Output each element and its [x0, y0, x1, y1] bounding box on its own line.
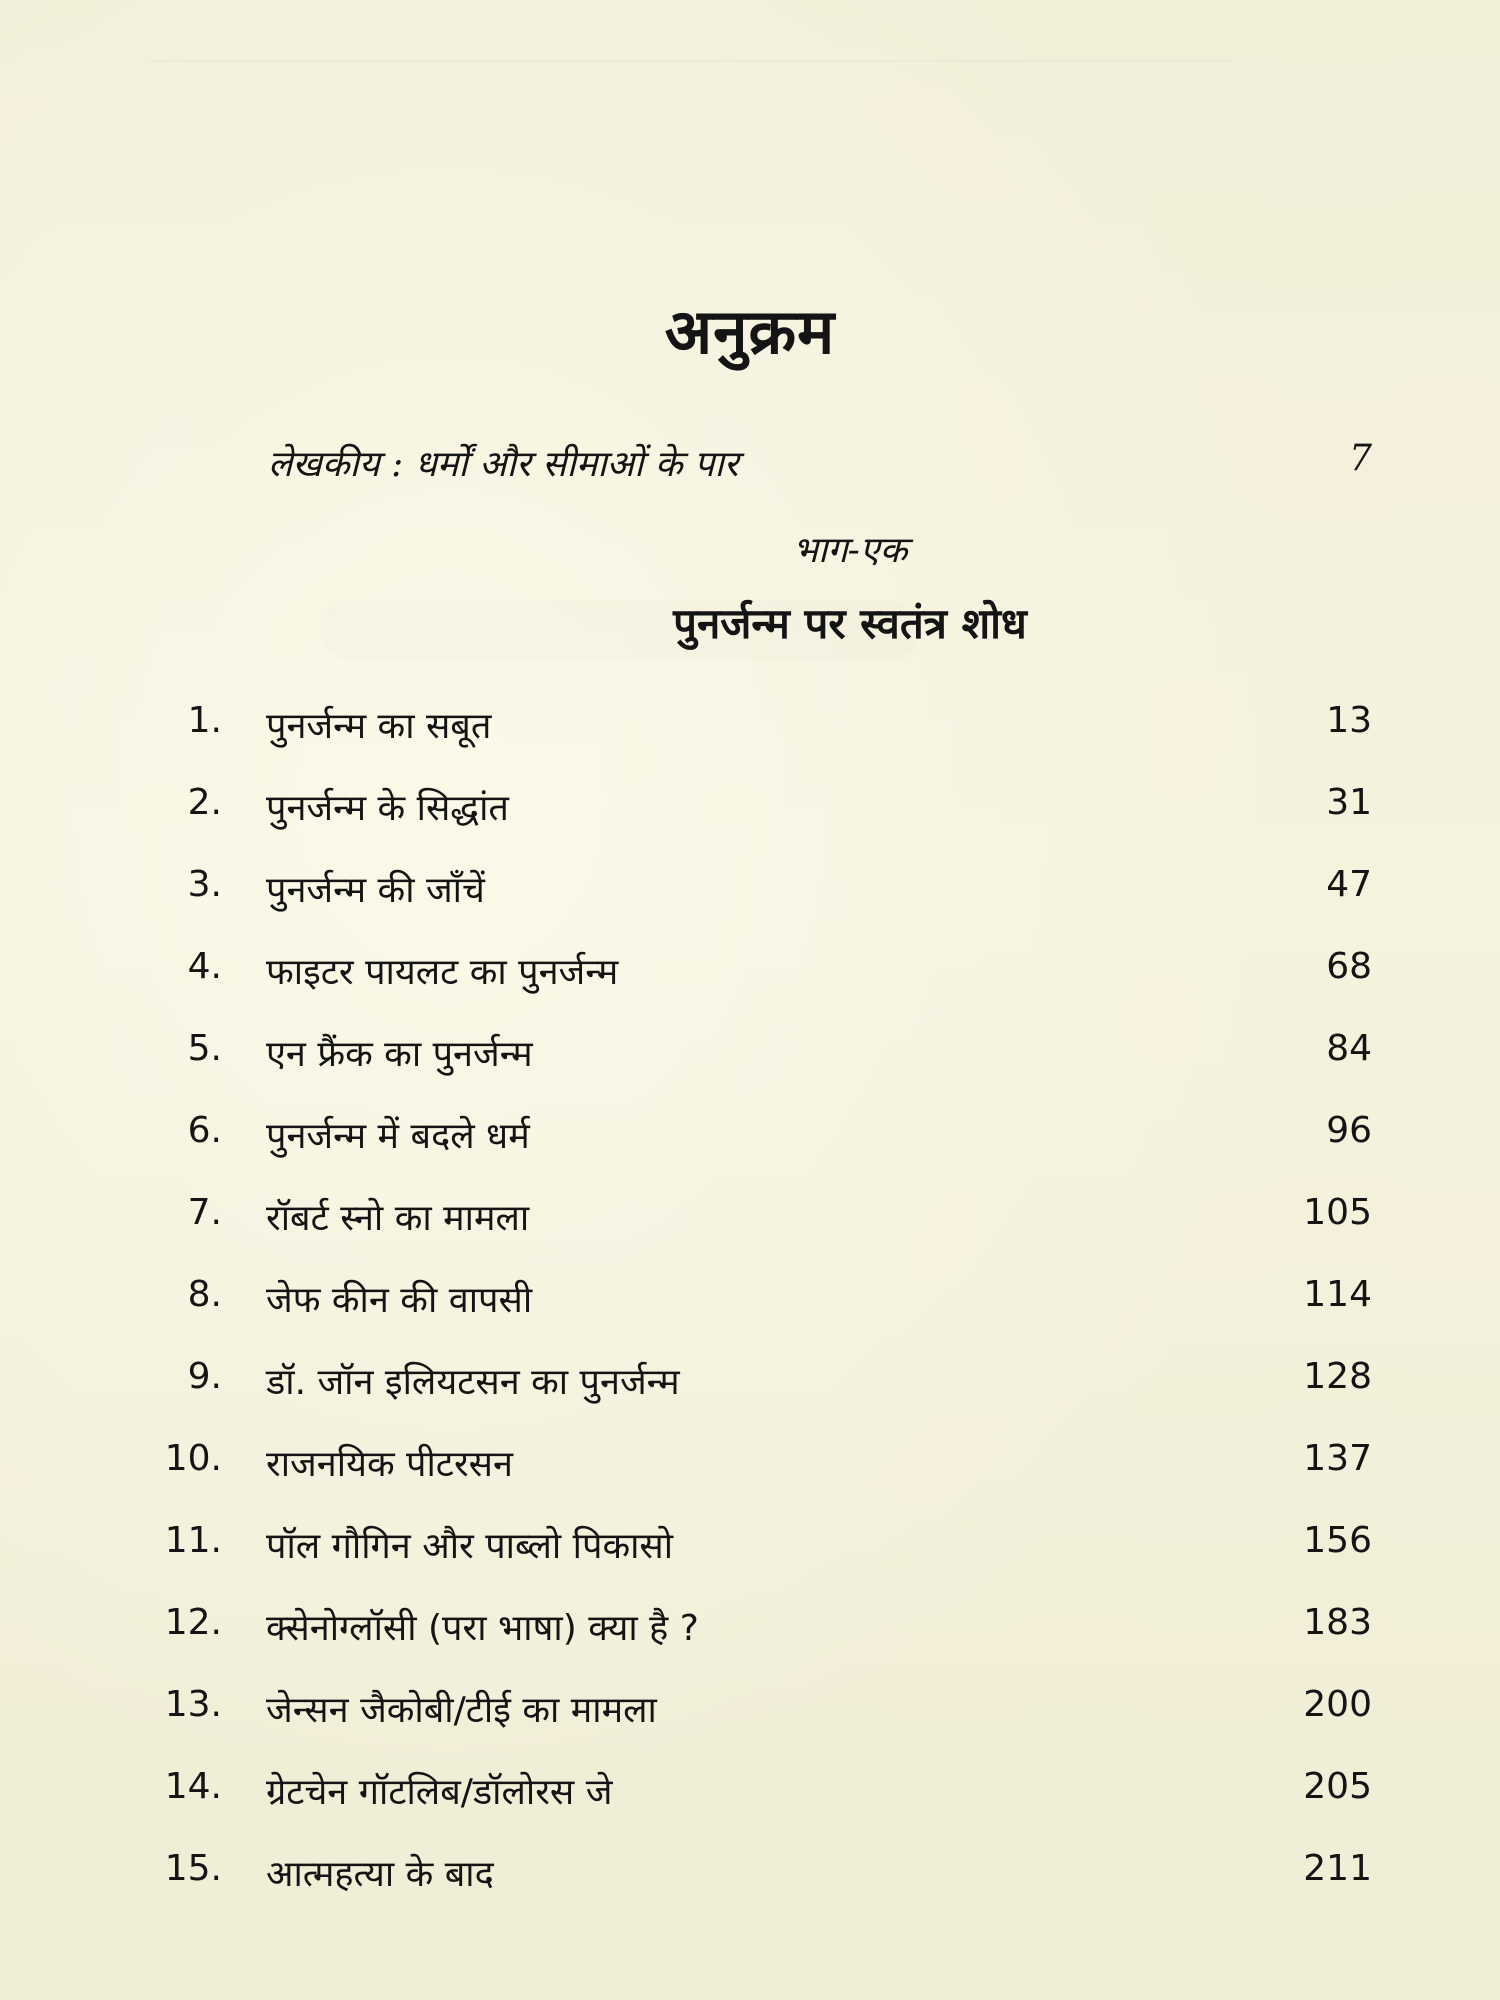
toc-entry: [0, 1766, 1500, 1848]
toc-entry: [0, 700, 1500, 782]
entry-title: पुनर्जन्म के सिद्धांत: [266, 788, 509, 829]
entry-number: 3.: [187, 864, 222, 905]
entry-number: 7.: [187, 1192, 222, 1233]
part-label: भाग-एक: [792, 530, 908, 571]
entry-page-number: 183: [1303, 1602, 1372, 1643]
entry-title: फाइटर पायलट का पुनर्जन्म: [266, 952, 619, 993]
toc-entry: [0, 1192, 1500, 1274]
toc-entry: [0, 1684, 1500, 1766]
entry-title: पॉल गौगिन और पाब्लो पिकासो: [266, 1526, 674, 1567]
toc-entry: [0, 1438, 1500, 1520]
entry-title: पुनर्जन्म की जाँचें: [266, 870, 485, 911]
entry-title: जेन्सन जैकोबी/टीई का मामला: [266, 1690, 657, 1731]
entry-page-number: 47: [1326, 864, 1372, 905]
entry-title: पुनर्जन्म में बदले धर्म: [266, 1116, 530, 1157]
entry-title: राजनयिक पीटरसन: [266, 1444, 513, 1485]
toc-entry: [0, 864, 1500, 946]
entry-title: पुनर्जन्म का सबूत: [266, 706, 492, 747]
toc-entry: [0, 1110, 1500, 1192]
entry-number: 9.: [187, 1356, 222, 1397]
page-title: अनुक्रम: [664, 295, 836, 368]
entry-number: 15.: [164, 1848, 222, 1889]
bleed-through-smudge: [150, 60, 1230, 202]
preface-entry: [268, 438, 1372, 488]
toc-entry: [0, 1028, 1500, 1110]
entry-title: ग्रेटचेन गॉटलिब/डॉलोरस जे: [266, 1772, 613, 1813]
toc-entry: [0, 1602, 1500, 1684]
toc-entry: [0, 946, 1500, 1028]
preface-title: लेखकीय : धर्मों और सीमाओं के पार: [268, 444, 739, 485]
entry-page-number: 31: [1326, 782, 1372, 823]
entry-number: 10.: [164, 1438, 222, 1479]
entry-page-number: 13: [1326, 700, 1372, 741]
entry-page-number: 68: [1326, 946, 1372, 987]
entry-page-number: 137: [1303, 1438, 1372, 1479]
preface-page-number: 7: [1349, 438, 1372, 479]
toc-entry: [0, 1356, 1500, 1438]
entry-number: 12.: [164, 1602, 222, 1643]
entry-page-number: 105: [1303, 1192, 1372, 1233]
entry-title: जेफ कीन की वापसी: [266, 1280, 533, 1321]
entry-title: डॉ. जॉन इलियटसन का पुनर्जन्म: [266, 1362, 680, 1403]
entry-page-number: 211: [1303, 1848, 1372, 1889]
entry-number: 14.: [164, 1766, 222, 1807]
entry-title: रॉबर्ट स्नो का मामला: [266, 1198, 530, 1239]
toc-entry: [0, 1520, 1500, 1602]
toc-entry: [0, 1848, 1500, 1930]
entry-page-number: 200: [1303, 1684, 1372, 1725]
entry-number: 5.: [187, 1028, 222, 1069]
entry-number: 13.: [164, 1684, 222, 1725]
entry-number: 6.: [187, 1110, 222, 1151]
entry-page-number: 205: [1303, 1766, 1372, 1807]
part-title: पुनर्जन्म पर स्वतंत्र शोध: [673, 599, 1027, 648]
entry-number: 1.: [187, 700, 222, 741]
entry-title: आत्महत्या के बाद: [266, 1854, 494, 1895]
entry-title: एन फ्रैंक का पुनर्जन्म: [266, 1034, 533, 1075]
entry-number: 2.: [187, 782, 222, 823]
entry-number: 11.: [164, 1520, 222, 1561]
entry-title: क्सेनोग्लॉसी (परा भाषा) क्या है ?: [266, 1608, 699, 1649]
entry-number: 8.: [187, 1274, 222, 1315]
entry-page-number: 156: [1303, 1520, 1372, 1561]
entry-page-number: 84: [1326, 1028, 1372, 1069]
toc-list: [0, 700, 1500, 1930]
entry-page-number: 96: [1326, 1110, 1372, 1151]
toc-entry: [0, 782, 1500, 864]
entry-page-number: 114: [1303, 1274, 1372, 1315]
entry-number: 4.: [187, 946, 222, 987]
entry-page-number: 128: [1303, 1356, 1372, 1397]
toc-entry: [0, 1274, 1500, 1356]
